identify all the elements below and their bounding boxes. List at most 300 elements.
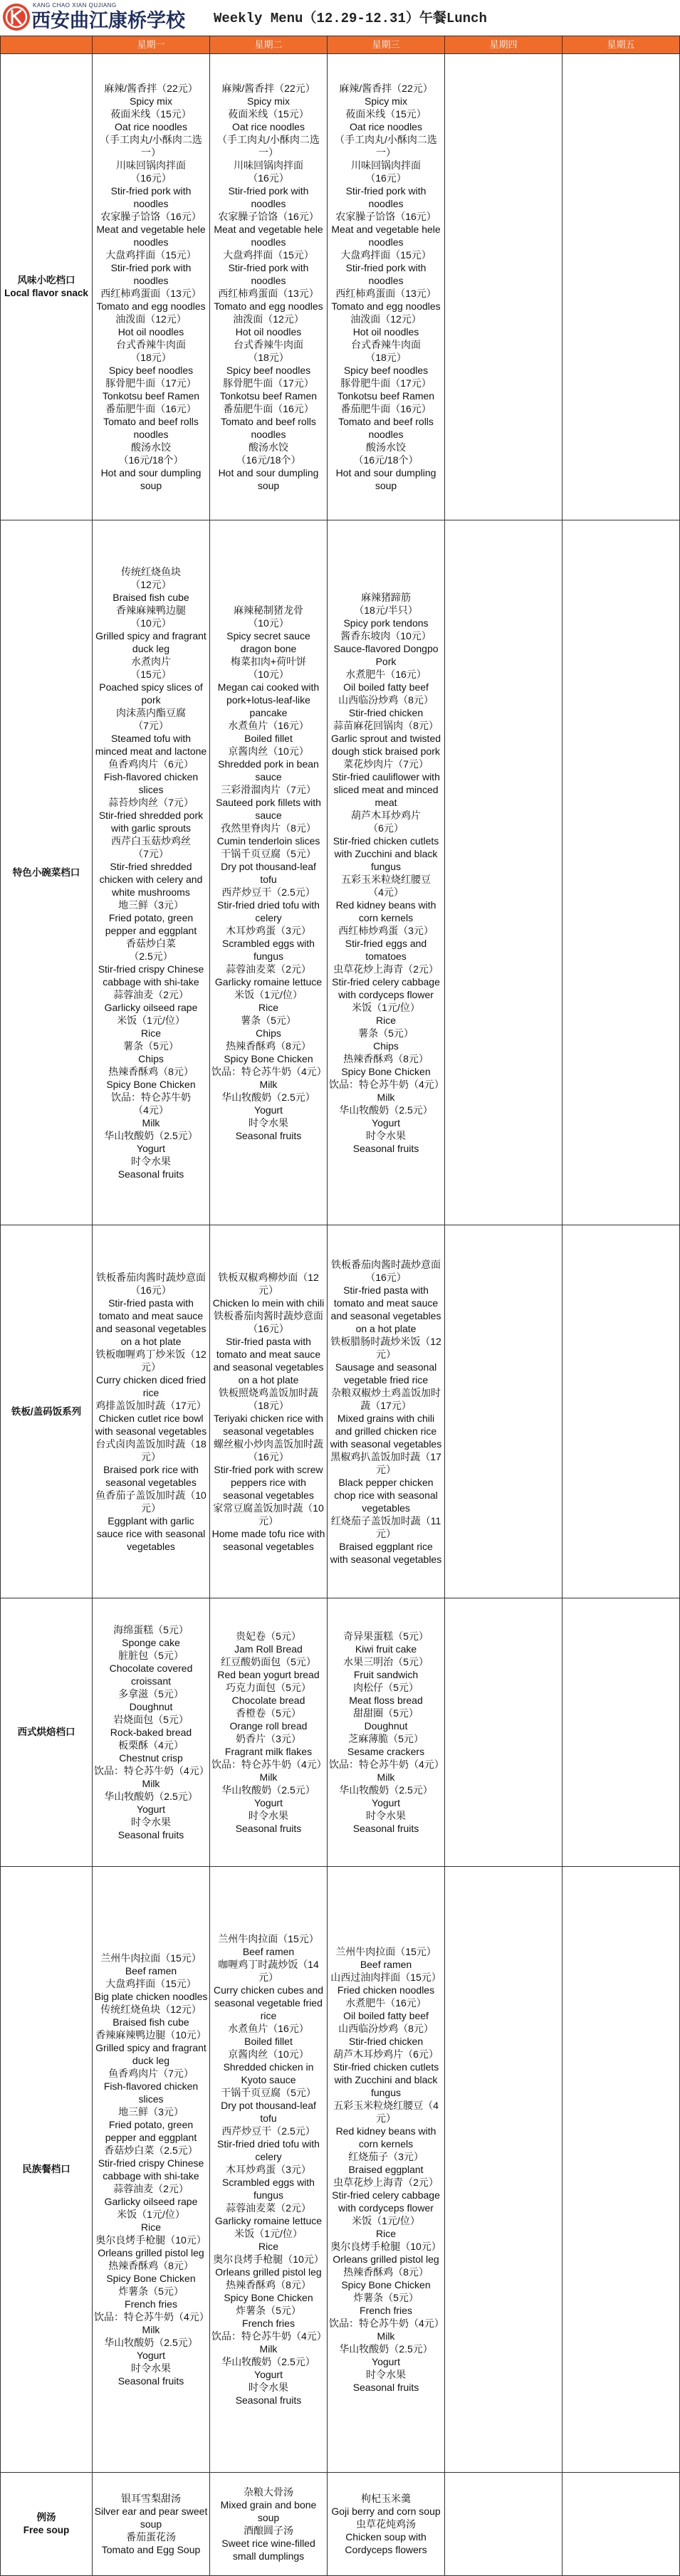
menu-line: 莜面米线（15元）: [110, 108, 192, 120]
menu-line: Stir-fried shredded pork with garlic sprouts: [98, 809, 204, 834]
menu-line: 时令水果: [366, 2369, 406, 2380]
menu-line: 香菇炒白菜（2.5元）: [104, 2145, 198, 2156]
menu-line: Stir-fried cauliflower with sliced meat and minced meat: [332, 770, 440, 808]
menu-cell-fri-row-2: [563, 520, 680, 1225]
menu-line: 京酱肉丝（10元）: [228, 745, 309, 757]
menu-line: Stir-fried chicken: [348, 2036, 424, 2047]
menu-line: Spicy beef noodles: [226, 365, 311, 376]
menu-line: 饮品：特仑苏牛奶（4元）: [329, 1759, 444, 1770]
station-label-cell: [0, 520, 93, 1225]
menu-line: Yogurt: [254, 1104, 283, 1116]
menu-line: Spicy pork tendons: [343, 617, 429, 629]
menu-line: Spicy secret sauce dragon bone: [226, 629, 310, 654]
menu-line: 时令水果: [131, 1816, 171, 1828]
menu-line: 米饭（1元/位）: [352, 2215, 420, 2226]
menu-line: 板栗酥（4元）: [118, 1739, 184, 1751]
menu-cell-tue-row-6: [210, 2473, 328, 2576]
menu-line: 饮品：特仑苏牛奶: [111, 1091, 191, 1103]
menu-line: 热辣香酥鸡（8元）: [343, 2266, 429, 2278]
menu-line: 地三鲜（3元）: [118, 2106, 184, 2117]
menu-line: 麻辣/酱香拌（22元）: [221, 83, 315, 94]
menu-line: Garlicky oilseed rape: [104, 2196, 198, 2207]
menu-line: 华山牧酸奶（2.5元）: [104, 2337, 198, 2348]
menu-line: 西红柿鸡蛋面（13元）: [218, 288, 319, 299]
menu-line: Spicy Bone Chicken: [106, 1078, 196, 1090]
menu-line: Spicy Bone Chicken: [106, 2273, 196, 2284]
menu-line: Grilled spicy and fragrant duck leg: [95, 629, 206, 654]
menu-line: 脏脏包（5元）: [118, 1650, 184, 1661]
menu-cell-tue-row-4: [210, 1598, 328, 1867]
menu-line: Stir-fried dried tofu with celery: [217, 899, 320, 923]
menu-line: 家常豆腐盖饭加时蔬（10元）: [213, 1502, 324, 1527]
station-label-cell: [0, 1225, 93, 1598]
menu-line: （手工肉丸/小酥肉二选一）: [217, 134, 320, 158]
menu-line: Poached spicy slices of pork: [99, 681, 203, 706]
menu-line: Eggplant with garlic sauce rice with seasonal vegetables: [96, 1514, 206, 1552]
menu-line: Tomato and beef rolls noodles: [221, 416, 316, 440]
menu-line: Seasonal fruits: [352, 2382, 419, 2393]
menu-line: 甜甜圈（5元）: [353, 1707, 419, 1719]
menu-line: 蒜蓉油麦菜（2元）: [226, 2202, 311, 2214]
menu-line: 饮品：特仑苏牛奶（4元）: [211, 2330, 327, 2342]
menu-line: 豚骨肥牛面（17元）: [105, 377, 197, 389]
menu-line: 台式香辣牛肉面: [116, 339, 186, 350]
menu-line: 米饭（1元/位）: [117, 2209, 185, 2220]
menu-line: 饮品：特仑苏牛奶（4元）: [94, 1765, 209, 1776]
school-name: 西安曲江康桥学校: [31, 10, 185, 31]
menu-line: Stir-fried pork with noodles: [110, 262, 192, 286]
menu-line: Stir-fried chicken cutlets with Zucchini and black fungus: [333, 834, 439, 872]
menu-line: Spicy mix: [247, 95, 290, 107]
menu-line: Meat and vegetable hele noodles: [331, 224, 441, 248]
station-label-text: 铁板/盖码饭系列: [11, 1405, 82, 1417]
menu-line: 时令水果: [249, 2382, 288, 2393]
menu-line: Spicy Bone Chicken: [224, 1052, 313, 1064]
menu-line: 铁板咖喱鸡丁炒米饭（12元）: [95, 1348, 206, 1373]
menu-cell-mon-row-6: [93, 2473, 210, 2576]
menu-line: 西芹白玉菇炒鸡丝: [111, 834, 191, 847]
menu-line: 兰州牛肉拉面（15元）: [100, 1952, 202, 1964]
menu-cell-mon-row-3: [93, 1225, 210, 1598]
menu-line: 油泼面（12元）: [115, 313, 187, 325]
menu-line: Garlicky romaine lettuce: [214, 975, 323, 988]
menu-line: 奥尔良烤手枪腿（10元）: [95, 2234, 206, 2246]
menu-cell-thu-row-6: [445, 2473, 563, 2576]
menu-line: （12元）: [130, 578, 172, 590]
menu-line: 鸡排盖饭加时蔬（17元）: [95, 1399, 206, 1411]
menu-line: Milk: [142, 2324, 160, 2335]
menu-line: 五彩玉米粒烧红腰豆: [341, 873, 431, 885]
menu-line: 虫草花炖鸡汤: [356, 2518, 416, 2530]
menu-line: Fried chicken noodles: [337, 1984, 435, 1996]
menu-line: 铁板番茄肉酱时蔬炒意面（16元）: [96, 1271, 206, 1296]
menu-line: 香辣麻辣鸭边腿: [116, 604, 186, 616]
menu-line: Tomato and Egg Soup: [101, 2544, 201, 2555]
menu-line: 蒜蓉油麦（2元）: [113, 988, 189, 1000]
menu-line: Sausage and seasonal vegetable fried rice: [335, 1361, 437, 1386]
menu-line: Yogurt: [254, 2369, 283, 2380]
menu-line: Rice: [140, 1027, 161, 1039]
menu-line: Sauce-flavored Dongpo Pork: [333, 642, 439, 667]
menu-line: Spicy beef noodles: [343, 365, 429, 376]
menu-line: Beef ramen: [125, 1965, 177, 1976]
menu-line: 台式香辣牛肉面: [351, 339, 421, 350]
menu-line: 铁板照烧鸡盖饭加时蔬（18元）: [219, 1386, 318, 1411]
menu-line: Yogurt: [137, 2350, 165, 2361]
page-header: [0, 0, 680, 36]
menu-line: Spicy Bone Chicken: [224, 2292, 313, 2303]
menu-line: 孜然里脊肉片（8元）: [221, 822, 316, 834]
day-header-thu: 星期四: [445, 36, 563, 54]
menu-cell-tue-row-5: [210, 1867, 328, 2473]
menu-line: 香菇炒白菜: [126, 937, 176, 949]
menu-line: Spicy beef noodles: [108, 365, 194, 376]
menu-line: Tomato and beef rolls noodles: [103, 416, 199, 440]
menu-line: Spicy Bone Chicken: [341, 1065, 431, 1077]
menu-line: Red bean yogurt bread: [217, 1669, 320, 1680]
menu-line: Sweet rice wine-filled small dumplings: [221, 2538, 315, 2562]
menu-line: 热辣香酥鸡（8元）: [226, 2279, 311, 2290]
menu-line: Chips: [373, 1040, 399, 1052]
menu-line: Kiwi fruit cake: [355, 1643, 417, 1655]
menu-cell-wed-row-6: [328, 2473, 445, 2576]
menu-line: （16元）: [365, 172, 407, 184]
menu-line: 炸薯条（5元）: [353, 2292, 419, 2303]
menu-line: 酸汤水饺: [249, 441, 288, 453]
menu-line: Tonkotsu beef Ramen: [219, 390, 318, 402]
station-label-text: 特色小碗菜档口: [12, 866, 80, 878]
menu-line: 米饭（1元/位）: [117, 1014, 185, 1026]
day-header-tue: 星期二: [210, 36, 328, 54]
menu-cell-mon-row-4: [93, 1598, 210, 1867]
menu-line: Red kidney beans with corn kernels: [335, 899, 436, 923]
menu-line: Silver ear and pear sweet soup: [94, 2506, 208, 2530]
menu-line: 多拿滋（5元）: [118, 1688, 184, 1700]
menu-line: Scrambled eggs with fungus: [222, 2177, 315, 2201]
menu-line: Scrambled eggs with fungus: [222, 937, 315, 962]
menu-line: Yogurt: [372, 1116, 400, 1129]
menu-line: 热辣香酥鸡（8元）: [108, 2260, 194, 2271]
menu-line: （18元）: [130, 352, 172, 363]
menu-line: Sesame crackers: [347, 1746, 425, 1757]
menu-line: Stir-fried eggs and tomatoes: [345, 937, 427, 962]
menu-line: 米饭（1元/位）: [234, 988, 303, 1000]
menu-line: Sponge cake: [122, 1637, 180, 1648]
station-label-cell: [0, 1598, 93, 1867]
menu-cell-mon-row-1: [93, 54, 210, 520]
menu-line: 京酱肉丝（10元）: [228, 2048, 309, 2060]
menu-line: 葫芦木耳炒鸡片（6元）: [333, 2048, 439, 2060]
menu-line: 水煮肥牛（16元）: [345, 1997, 427, 2009]
menu-line: 巧克力面包（5元）: [226, 1682, 311, 1693]
menu-line: 华山牧酸奶（2.5元）: [339, 1784, 433, 1796]
menu-cell-thu-row-1: [445, 54, 563, 520]
menu-line: Hot oil noodles: [352, 326, 419, 337]
menu-line: Big plate chicken noodles: [94, 1991, 208, 2002]
menu-line: （18元/半只）: [354, 604, 418, 616]
menu-line: Teriyaki chicken rice with seasonal vegetables: [213, 1412, 324, 1437]
menu-line: 三彩滑溜肉片（7元）: [221, 783, 316, 795]
menu-line: Spicy mix: [365, 95, 407, 107]
menu-line: 红烧茄子盖饭加时蔬（11元）: [330, 1514, 441, 1539]
menu-line: Seasonal fruits: [117, 1168, 184, 1180]
menu-line: 时令水果: [131, 1155, 171, 1167]
menu-line: 莜面米线（15元）: [228, 108, 309, 120]
menu-line: （18元）: [365, 352, 407, 363]
menu-line: Home made tofu rice with seasonal vegetables: [211, 1527, 325, 1552]
menu-line: Orleans grilled pistol leg: [215, 2266, 322, 2278]
menu-cell-fri-row-1: [563, 54, 680, 520]
menu-line: 红烧茄子（3元）: [348, 2151, 424, 2162]
menu-line: Rice: [375, 1014, 396, 1026]
menu-line: 油泼面（12元）: [350, 313, 422, 325]
menu-line: （16元/18个）: [353, 454, 419, 466]
menu-line: 饮品：特仑苏牛奶（4元）: [211, 1065, 327, 1077]
menu-line: 梅菜扣肉+荷叶饼: [230, 655, 307, 667]
menu-line: Black pepper chicken chop rice with seasonal vegetables: [334, 1476, 438, 1514]
menu-line: 华山牧酸奶（2.5元）: [221, 2356, 315, 2367]
menu-cell-wed-row-3: [328, 1225, 445, 1598]
menu-line: 时令水果: [366, 1810, 406, 1821]
menu-line: Milk: [259, 2343, 278, 2355]
menu-line: 麻辣秘制猪龙骨: [234, 604, 303, 616]
menu-line: 热辣香酥鸡（8元）: [108, 1065, 194, 1077]
menu-line: Yogurt: [254, 1797, 283, 1808]
menu-line: 水煮鱼片（16元）: [228, 719, 309, 731]
menu-line: Tonkotsu beef Ramen: [337, 390, 435, 402]
menu-line: Stir-fried crispy Chinese cabbage with shi-take: [98, 2157, 204, 2182]
menu-line: Milk: [377, 2330, 395, 2342]
station-label-cell: [0, 1867, 93, 2473]
menu-cell-fri-row-6: [563, 2473, 680, 2576]
menu-line: Oat rice noodles: [232, 121, 305, 132]
menu-line: 饮品：特仑苏牛奶（4元）: [329, 1078, 444, 1090]
menu-line: Tomato and egg noodles: [331, 300, 441, 312]
menu-line: 虫草花炒上海青（2元）: [333, 963, 439, 975]
menu-line: （手工肉丸/小酥肉二选一）: [100, 134, 202, 158]
menu-line: 岩烧面包（5元）: [113, 1714, 189, 1725]
menu-line: 西芹炒豆干（2.5元）: [221, 2125, 315, 2137]
station-label-text: Free soup: [23, 2525, 70, 2535]
menu-line: 蒜苔炒肉丝（7元）: [108, 796, 194, 808]
menu-line: （15元）: [130, 668, 172, 680]
menu-line: Fried potato, green pepper and eggplant: [105, 2119, 197, 2143]
menu-line: Oil boiled fatty beef: [343, 2010, 429, 2021]
menu-line: 华山牧酸奶（2.5元）: [221, 1784, 315, 1796]
menu-line: Tonkotsu beef Ramen: [102, 390, 200, 402]
menu-line: Hot and sour dumpling soup: [218, 467, 319, 491]
menu-line: 华山牧酸奶（2.5元）: [104, 1129, 198, 1141]
menu-line: Dry pot thousand-leaf tofu: [221, 860, 316, 885]
menu-line: Hot oil noodles: [235, 326, 302, 337]
menu-line: Stir-fried pork with screw peppers rice with seasonal vegetables: [214, 1463, 323, 1501]
menu-line: （16元）: [130, 172, 172, 184]
menu-cell-tue-row-3: [210, 1225, 328, 1598]
menu-line: 水煮鱼片（16元）: [228, 2023, 309, 2034]
menu-line: 红豆酸奶面包（5元）: [221, 1656, 316, 1667]
menu-line: 水煮肉片: [131, 655, 171, 667]
menu-cell-thu-row-5: [445, 1867, 563, 2473]
menu-line: 杂粮大骨汤: [244, 2486, 293, 2498]
menu-line: French fries: [125, 2298, 177, 2310]
menu-line: Rice: [375, 2228, 396, 2239]
menu-line: （16元/18个）: [118, 454, 184, 466]
menu-line: Tomato and egg noodles: [214, 300, 323, 312]
menu-line: Oil boiled fatty beef: [343, 681, 429, 693]
menu-line: Fruit sandwich: [353, 1669, 419, 1680]
menu-line: Stir-fried dried tofu with celery: [217, 2138, 320, 2162]
menu-line: Braised eggplant: [348, 2164, 424, 2175]
menu-line: 地三鲜（3元）: [118, 899, 184, 911]
station-label-cell: [0, 54, 93, 520]
menu-line: 干锅千页豆腐（5元）: [221, 2087, 316, 2098]
menu-line: 奶香片（3元）: [236, 1733, 301, 1744]
menu-line: 木耳炒鸡蛋（3元）: [226, 924, 311, 936]
menu-line: Shredded pork in bean sauce: [218, 758, 319, 782]
menu-line: Shredded chicken in Kyoto sauce: [223, 2061, 314, 2085]
school-name-en: KANG CHAO XIAN QUJIANG: [33, 2, 117, 9]
menu-line: 奥尔良烤手枪腿（10元）: [213, 2253, 324, 2265]
menu-line: 饮品：特仑苏牛奶（4元）: [94, 2311, 209, 2323]
menu-line: Milk: [377, 1771, 395, 1783]
menu-line: Red kidney beans with corn kernels: [335, 2125, 436, 2150]
menu-line: 干锅千页豆腐（5元）: [221, 847, 316, 859]
menu-line: Dry pot thousand-leaf tofu: [221, 2100, 316, 2124]
menu-line: （4元）: [368, 886, 404, 898]
menu-line: Stir-fried shredded chicken with celery and white mushrooms: [99, 860, 203, 898]
menu-line: 川味回锅肉拌面: [351, 159, 421, 171]
menu-line: 山西临汾炒鸡（8元）: [338, 693, 434, 706]
menu-cell-wed-row-4: [328, 1598, 445, 1867]
menu-line: Fish-flavored chicken slices: [103, 2080, 199, 2105]
menu-line: Chicken lo mein with chili: [212, 1297, 325, 1309]
menu-line: Stir-fried pork with noodles: [345, 185, 427, 209]
menu-line: Yogurt: [137, 1803, 165, 1815]
menu-line: （7元）: [133, 719, 169, 731]
menu-line: Rock-baked bread: [110, 1727, 192, 1738]
menu-line: Chocolate bread: [231, 1695, 305, 1706]
menu-cell-thu-row-2: [445, 520, 563, 1225]
menu-line: Braised fish cube: [113, 2016, 189, 2028]
menu-line: Sauteed pork fillets with sauce: [216, 796, 321, 821]
menu-line: Curry chicken diced fried rice: [95, 1373, 206, 1398]
menu-line: 铁板番茄肉酱时蔬炒意面（16元）: [331, 1258, 441, 1283]
menu-cell-fri-row-5: [563, 1867, 680, 2473]
menu-line: 番茄肥牛面（16元）: [223, 403, 314, 414]
menu-line: （16元/18个）: [236, 454, 301, 466]
menu-table: [0, 36, 680, 2576]
day-header-mon: 星期一: [93, 36, 210, 54]
menu-line: Meat and vegetable hele noodles: [214, 224, 323, 248]
menu-line: 奇异果蛋糕（5元）: [343, 1630, 429, 1642]
menu-line: （7元）: [133, 847, 169, 859]
menu-line: 豚骨肥牛面（17元）: [340, 377, 431, 389]
menu-line: 酒酿圆子汤: [244, 2525, 293, 2536]
menu-line: Stir-fried pasta with tomato and meat sauce and seasonal vegetables on a hot plate: [213, 1335, 324, 1386]
menu-cell-wed-row-1: [328, 54, 445, 520]
menu-line: （手工肉丸/小酥肉二选一）: [335, 134, 437, 158]
menu-line: 大盘鸡拌面（15元）: [340, 249, 431, 261]
menu-line: Braised fish cube: [113, 591, 189, 603]
menu-line: 番茄肥牛面（16元）: [340, 403, 431, 414]
menu-line: 山西临汾炒鸡（8元）: [338, 2023, 434, 2034]
menu-line: Stir-fried pork with noodles: [228, 185, 309, 209]
school-logo-icon: [2, 3, 31, 31]
menu-line: Doughnut: [129, 1701, 173, 1712]
menu-line: Jam Roll Bread: [234, 1643, 303, 1655]
menu-line: 咖喱鸡丁时蔬炒饭（14元）: [218, 1959, 319, 1983]
menu-line: 川味回锅肉拌面: [234, 159, 303, 171]
menu-line: 时令水果: [249, 1810, 288, 1821]
menu-line: Steamed tofu with minced meat and lactone: [95, 732, 207, 757]
menu-line: Megan cai cooked with pork+lotus-leaf-like pancake: [217, 681, 320, 718]
menu-line: 时令水果: [366, 1129, 406, 1141]
menu-line: French fries: [360, 2305, 412, 2316]
menu-line: Yogurt: [372, 1797, 400, 1808]
menu-line: Stir-fried crispy Chinese cabbage with shi-take: [98, 963, 204, 988]
menu-line: 山西过油肉拌面（15元）: [330, 1972, 441, 1983]
menu-line: 铁板番茄肉酱时蔬炒意面（16元）: [214, 1309, 323, 1334]
menu-line: Milk: [259, 1771, 278, 1783]
menu-line: Chicken soup with Cordyceps flowers: [345, 2531, 427, 2555]
menu-line: Curry chicken cubes and seasonal vegetable fried rice: [213, 1984, 324, 2021]
menu-line: Fish-flavored chicken slices: [103, 770, 199, 795]
menu-line: Stir-fried chicken: [348, 706, 424, 718]
menu-line: 农家臊子饸饹（16元）: [335, 211, 436, 222]
menu-line: Mixed grains with chili and grilled chicken rice with seasonal vegetables: [330, 1412, 442, 1450]
menu-line: Rice: [258, 1001, 278, 1013]
menu-line: 兰州牛肉拉面（15元）: [335, 1946, 436, 1957]
menu-cell-tue-row-1: [210, 54, 328, 520]
menu-cell-thu-row-3: [445, 1225, 563, 1598]
menu-line: Milk: [377, 1091, 395, 1103]
menu-line: （10元）: [130, 617, 172, 629]
menu-line: 炸薯条（5元）: [236, 2305, 301, 2316]
menu-line: 西红柿炒鸡蛋（3元）: [338, 924, 434, 936]
menu-line: （10元）: [248, 617, 289, 629]
menu-line: 香橙卷（5元）: [236, 1707, 301, 1719]
menu-line: Fried potato, green pepper and eggplant: [105, 911, 197, 936]
menu-line: Meat floss bread: [349, 1695, 423, 1706]
menu-line: 麻辣/酱香拌（22元）: [104, 83, 198, 94]
menu-line: 油泼面（12元）: [233, 313, 304, 325]
menu-line: 酸汤水饺: [366, 441, 406, 453]
menu-line: Fragrant milk flakes: [224, 1746, 313, 1757]
menu-line: Doughnut: [364, 1720, 408, 1732]
menu-line: 台式卤肉盖饭加时蔬（18元）: [95, 1438, 206, 1462]
menu-line: Milk: [142, 1778, 160, 1789]
menu-line: Stir-fried pasta with tomato and meat sauce and seasonal vegetables on a hot plate: [330, 1284, 441, 1334]
menu-line: 杂粮双椒炒土鸡盖饭加时蔬（17元）: [331, 1386, 441, 1411]
menu-line: 肉松仔（5元）: [353, 1682, 419, 1693]
menu-line: Milk: [259, 1078, 278, 1090]
menu-line: 大盘鸡拌面（15元）: [223, 249, 314, 261]
menu-line: Rice: [258, 2241, 278, 2252]
menu-line: Stir-fried chicken cutlets with Zucchini and black fungus: [333, 2061, 439, 2098]
menu-line: Rice: [140, 2221, 161, 2233]
menu-line: 水果三明治（5元）: [343, 1656, 429, 1667]
menu-line: Garlic sprout and twisted dough stick braised pork: [330, 732, 441, 757]
menu-cell-mon-row-2: [93, 520, 210, 1225]
menu-line: 芝麻薄脆（5元）: [348, 1733, 424, 1744]
menu-line: Seasonal fruits: [117, 2375, 184, 2387]
menu-line: Chips: [138, 1052, 164, 1064]
menu-line: Beef ramen: [242, 1946, 295, 1957]
menu-line: 薯条（5元）: [123, 1040, 179, 1052]
menu-line: Grilled spicy and fragrant duck leg: [95, 2042, 206, 2066]
menu-line: 鱼香茄子盖饭加时蔬（10元）: [95, 1489, 206, 1514]
menu-title: Weekly Menu（12.29-12.31）午餐Lunch: [214, 11, 487, 26]
